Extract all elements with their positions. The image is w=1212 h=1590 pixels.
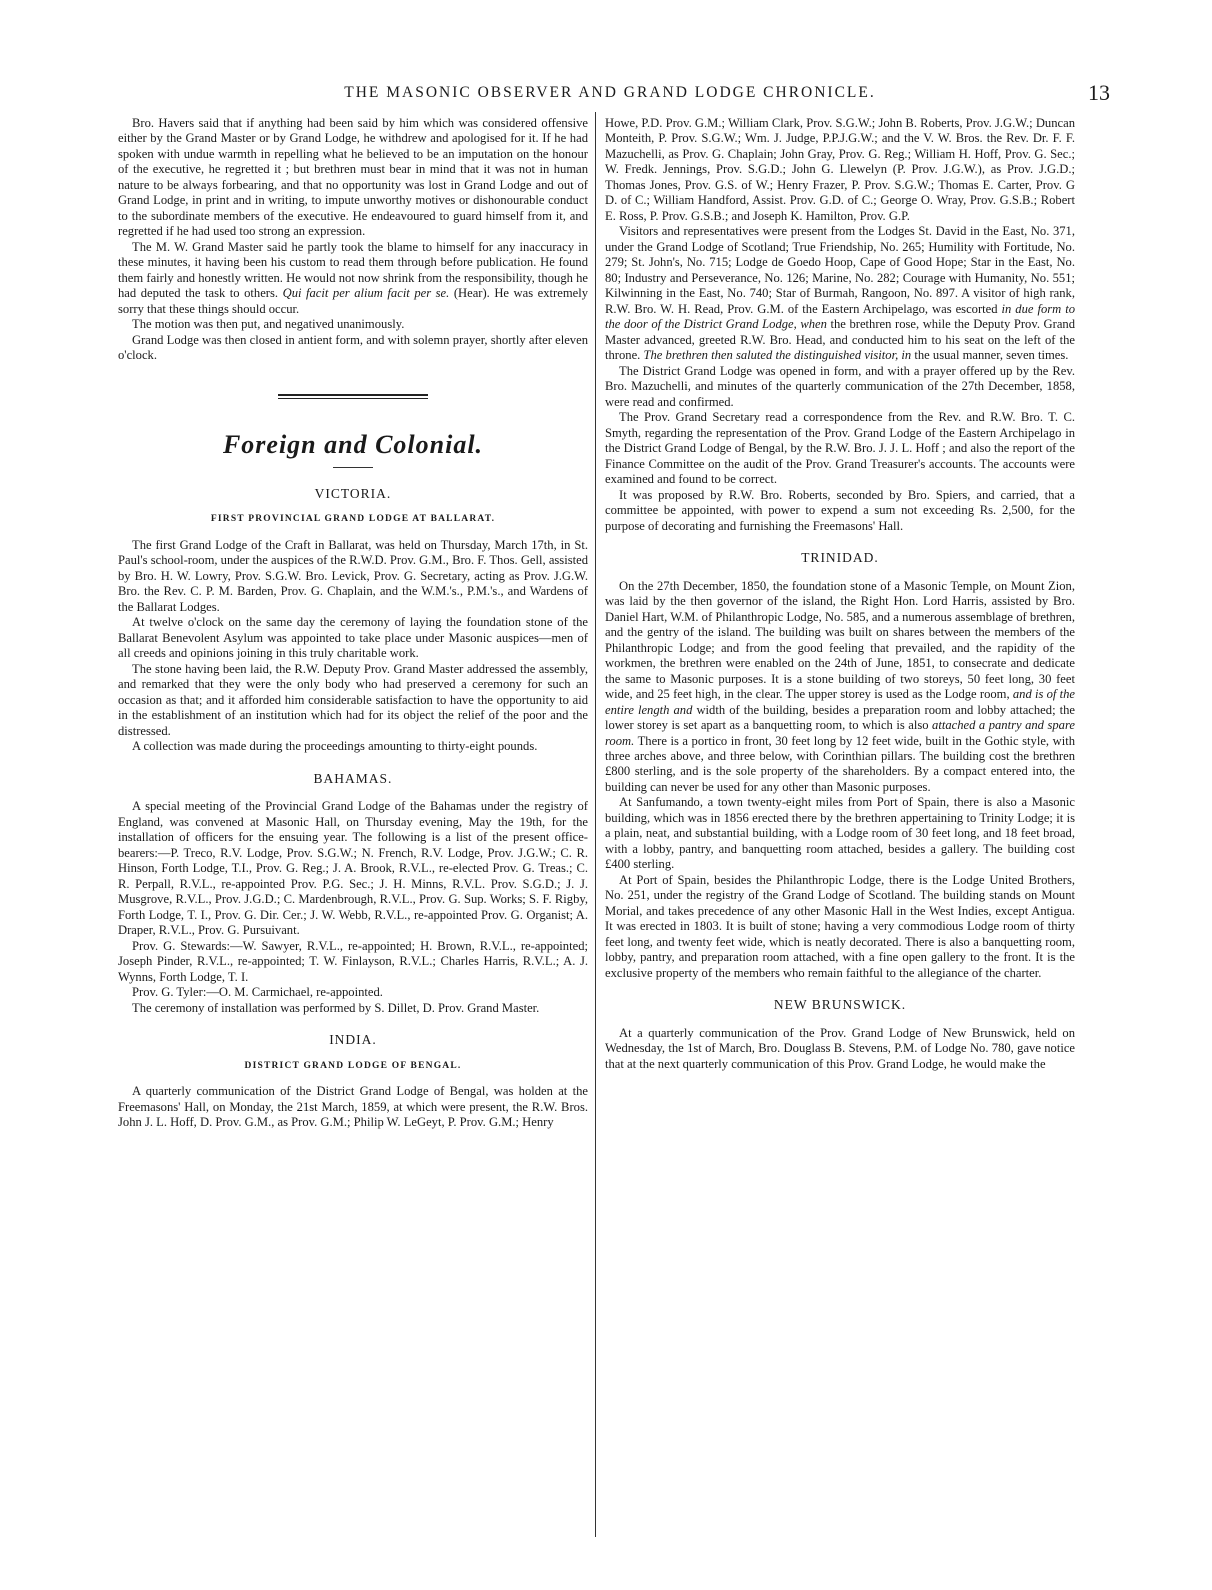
paragraph: At twelve o'clock on the same day the ceremony of laying the foundation stone of the Ballarat Benevolent Asylum was appointed to take place under Masonic auspices—men of all creeds and opinions joining in this truly charitable work.: [118, 615, 588, 661]
department-title: Foreign and Colonial.: [222, 429, 484, 459]
paragraph: At a quarterly communication of the Prov. Grand Lodge of New Brunswick, held on Wednesday, the 1st of March, Bro. Douglass B. Stevens, P.M. of Lodge No. 780, gave notice that at the next quarterly communication of this Prov. Grand Lodge, he would make the: [605, 1025, 1075, 1071]
paragraph: The District Grand Lodge was opened in form, and with a prayer offered up by the Rev. Bro. Mazuchelli, and minutes of the quarterly communication of the 27th December, 1858, were read and confirmed.: [605, 363, 1075, 409]
paragraph: The M. W. Grand Master said he partly took the blame to himself for any inaccuracy in these minutes, it having been his custom to read them through before publication. He found them fairly and honestly written. He would not now shrink from the responsibility, though he had deputed the task to others. Qui facit per alium facit per se. (Hear). He was extremely sorry that these things should occur.: [118, 239, 588, 316]
paragraph: A special meeting of the Provincial Grand Lodge of the Bahamas under the registry of England, was convened at Masonic Hall, on Thursday evening, May the 19th, for the installation of officers for the ensuing year. The following is a list of the present office-bearers:—P. Treco, R.V. Lodge, Prov. S.G.W.; N. French, R.V. Lodge, Prov. J.G.W.; C. R. Hinson, Forth Lodge, T.I., Prov. G. Reg.; J. A. Brook, R.V.L., re-elected Prov. G. Treas.; C. R. Perpall, R.V.L., re-appointed Prov. P.G. Sec.; J. H. Minns, R.V.L. Prov. S.G.D.; J. J. Musgrove, R.V.L., Prov. J.G.D.; C. Mardenbrough, R.V.L., Prov. G. Sup. Works; S. F. Rigby, Forth Lodge, T. I., Prov. G. Dir. Cer.; J. W. Webb, R.V.L., re-appointed Prov. G. Organist; A. Draper, R.V.L., Prov. G. Pursuivant.: [118, 799, 588, 938]
running-head: [110, 80, 1110, 110]
short-divider: [333, 467, 373, 468]
section-heading-trinidad: TRINIDAD.: [801, 550, 879, 566]
paragraph: Visitors and representatives were present from the Lodges St. David in the East, No. 371, under the Grand Lodge of Scotland; True Friendship, No. 265; Humility with Fortitude, No. 279; St. John's, No. 715; Lodge de Goedo Hoop, Cape of Good Hope; Star in the East, No. 80; Industry and Perseverance, No. 126; Marine, No. 282; Courage with Humanity, No. 551; Kilwinning in the East, No. 740; Star of Burmah, Rangoon, No. 897. A visitor of high rank, R.W. Bro. W. H. Read, Prov. G.M. of the Eastern Archipelago, was escorted in due form to the door of the District Grand Lodge, when the brethren rose, while the Deputy Prov. Grand Master advanced, greeted R.W. Bro. Head, and conducted him to his seat on the left of the throne. The brethren then saluted the distinguished visitor, in the usual manner, seven times.: [605, 224, 1075, 363]
running-title: THE MASONIC OBSERVER AND GRAND LODGE CHRONICLE.: [344, 84, 876, 101]
paragraph: A quarterly communication of the District Grand Lodge of Bengal, was holden at the Freemasons' Hall, on Monday, the 21st March, 1859, at which were present, the R.W. Bros. John J. L. Hoff, D. Prov. G.M., as Prov. G.M.; Philip W. LeGeyt, P. Prov. G.M.; Henry: [118, 1084, 588, 1130]
paragraph: The first Grand Lodge of the Craft in Ballarat, was held on Thursday, March 17th, in St. Paul's school-room, under the auspices of the R.W.D. Prov. G.M., Bro. F. Thos. Gell, assisted by Bro. H. W. Lowry, Prov. S.G.W. Bro. Levick, Prov. G. Secretary, acting as Prov. J.G.W. Bro. the Rev. C. P. M. Barden, Prov. G. Chaplain, and the W.M.'s., P.M.'s., and Wardens of the Ballarat Lodges.: [118, 537, 588, 614]
paragraph: Prov. G. Tyler:—O. M. Carmichael, re-appointed.: [132, 985, 383, 1000]
section-heading-new-brunswick: NEW BRUNSWICK.: [773, 997, 907, 1013]
paragraph: Bro. Havers said that if anything had been said by him which was considered offensive either by the Grand Master or by Grand Lodge, he withdrew and apologised for it. If he had spoken with undue warmth in repelling what he believed to be an imputation on the honour of the executive, he regretted it ; but brethren must bear in mind that it was not in human nature to be always forbearing, and that no opportunity was lost in Grand Lodge and out of Grand Lodge, in print and in writing, to impute unworthy motives or dishonourable conduct to the subordinate members of the executive. He endeavoured to guard himself from it, and regretted if he had used too strong an expression.: [118, 116, 588, 239]
paragraph: The stone having been laid, the R.W. Deputy Prov. Grand Master addressed the assembly, and remarked that they were the only body who had preserved a ceremony for such an occasion as that; and it afforded him considerable satisfaction to have the opportunity to aid in the establishment of an institution which had for its object the relief of the poor and the distressed.: [118, 661, 588, 738]
paragraph: The motion was then put, and negatived unanimously.: [132, 317, 405, 332]
paragraph: Grand Lodge was then closed in antient form, and with solemn prayer, shortly after eleven o'clock.: [118, 332, 588, 363]
section-heading-bahamas: BAHAMAS.: [313, 770, 393, 786]
paragraph: At Sanfumando, a town twenty-eight miles from Port of Spain, there is also a Masonic building, which was in 1856 erected there by the brethren appertaining to Trinity Lodge; it is a plain, neat, and substantial building, with a Lodge room of 30 feet long, and 18 feet broad, with a lobby, pantry, and banquetting room attached, besides a gallery. The building cost £400 sterling.: [605, 795, 1075, 872]
paragraph: The ceremony of installation was performed by S. Dillet, D. Prov. Grand Master.: [132, 1000, 540, 1015]
subheading-bengal: DISTRICT GRAND LODGE OF BENGAL.: [244, 1060, 462, 1071]
paragraph: A collection was made during the proceedings amounting to thirty-eight pounds.: [132, 739, 538, 754]
right-column: [605, 116, 1075, 1546]
subheading-ballarat: FIRST PROVINCIAL GRAND LODGE AT BALLARAT.: [210, 514, 496, 525]
paragraph: Prov. G. Stewards:—W. Sawyer, R.V.L., re-appointed; H. Brown, R.V.L., re-appointed; Joseph Pinder, R.V.L., re-appointed; T. W. Finlayson, R.V.L.; Charles Harris, R.V.L.; A. J. Wynns, Forth Lodge, T. I.: [118, 938, 588, 984]
paragraph: It was proposed by R.W. Bro. Roberts, seconded by Bro. Spiers, and carried, that a committee be appointed, with power to expend a sum not exceeding Rs. 2,500, for the purpose of decorating and furnishing the Freemasons' Hall.: [605, 487, 1075, 533]
section-heading-victoria: VICTORIA.: [314, 485, 392, 501]
section-heading-india: INDIA.: [329, 1032, 377, 1048]
paragraph: At Port of Spain, besides the Philanthropic Lodge, there is the Lodge United Brothers, No. 251, under the registry of the Grand Lodge of Scotland. The building stands on Mount Morial, and takes precedence of any other Masonic Hall in the West Indies, except Antigua. It was erected in 1803. It is built of stone; having a very commodious Lodge room of thirty feet long, and twenty feet wide, which is neatly decorated. There is also a banquetting room, lobby, pantry, and preparation room attached, with a fine open gallery to the front. It is the exclusive property of the members who remain faithful to the allegiance of the charter.: [605, 872, 1075, 980]
latin-quote: Qui facit per alium facit per se.: [282, 286, 450, 301]
column-rule: [595, 112, 596, 1537]
paragraph: On the 27th December, 1850, the foundation stone of a Masonic Temple, on Mount Zion, was laid by the then governor of the island, the Right Hon. Lord Harris, assisted by Bro. Daniel Hart, W.M. of Philanthropic Lodge, No. 585, and a numerous assemblage of brethren, and the gentry of the island. The building was built on shares between the members of the Philanthropic Lodge; and from the good feeling that prevailed, and the rapidity of the workmen, the brethren were enabled on the 24th of June, 1851, to consecrate and dedicate the same to Masonic purposes. It is a stone building of two storeys, 50 feet long, 30 feet wide, and 25 feet high, in the clear. The upper storey is used as the Lodge room, and is of the entire length and width of the building, besides a preparation room and lobby attached; the lower storey is set apart as a banquetting room, to which is also attached a pantry and spare room. There is a portico in front, 30 feet long by 12 feet wide, built in the Gothic style, with three arches above, and three below, with Corinthian pillars. The building cost the brethren £800 sterling, and is the sole property of the shareholders. By a compact entered into, the building can never be used for any other than Masonic purposes.: [605, 578, 1075, 794]
left-column: [118, 116, 588, 1546]
page-number: 13: [1088, 80, 1110, 105]
paragraph: The Prov. Grand Secretary read a correspondence from the Rev. and R.W. Bro. T. C. Smyth, regarding the representation of the Prov. Grand Lodge of the Eastern Archipelago in the District Grand Lodge of Bengal, by the R.W. Bro. J. J. L. Hoff ; and also the report of the Finance Committee on the audit of the Prov. Grand Treasurer's accounts. The accounts were examined and found to be correct.: [605, 410, 1075, 487]
section-divider: [278, 394, 428, 399]
paragraph: Howe, P.D. Prov. G.M.; William Clark, Prov. S.G.W.; John B. Roberts, Prov. J.G.W.; Duncan Monteith, P. Prov. S.G.W.; Wm. J. Judge, P.P.J.G.W.; and the V. W. Bros. the Rev. Dr. F. F. Mazuchelli, as Prov. G. Chaplain; John Gray, Prov. G. Reg.; William H. Hoff, Prov. G. Sec.; W. Fredk. Jennings, Prov. S.G.D.; John G. Llewelyn (P. Prov. J.G.W.), as Prov. J.G.D.; Thomas Jones, Prov. G.S. of W.; Henry Frazer, P. Prov. S.G.W.; Thomas E. Carter, Prov. G D. of C.; William Handford, Assist. Prov. G.D. of C.; George O. Wray, Prov. G.S.B.; Robert E. Ross, P. Prov. G.S.B.; and Joseph K. Hamilton, Prov. G.P.: [605, 116, 1075, 223]
